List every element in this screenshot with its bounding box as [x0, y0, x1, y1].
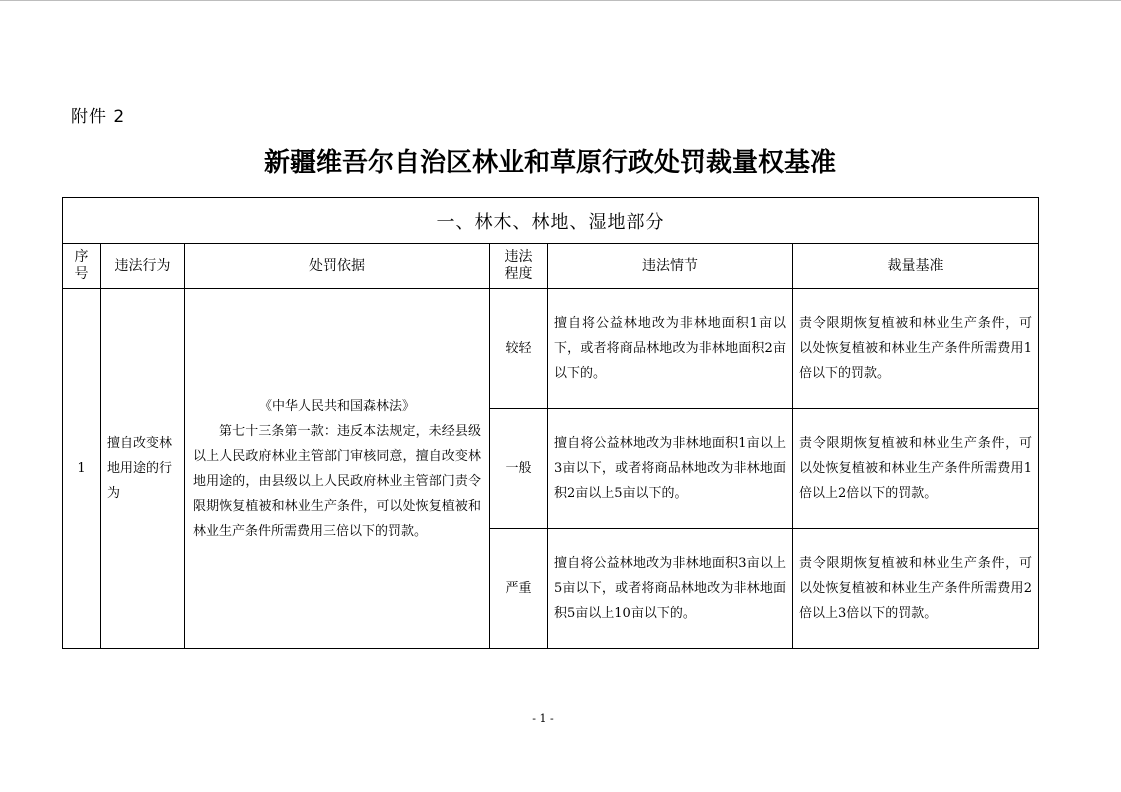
page-number: - 1 -: [532, 712, 554, 725]
header-seq: [63, 244, 101, 289]
standard-general: 责令限期恢复植被和林业生产条件，可以处恢复植被和林业生产条件所需费用1倍以上2倍以下的罚款。: [793, 409, 1039, 529]
row-act: 擅自改变林地用途的行为: [101, 289, 185, 649]
circumstance-light: 擅自将公益林地改为非林地面积1亩以下，或者将商品林地改为非林地面积2亩以下的。: [548, 289, 793, 409]
discretion-table: [62, 197, 1039, 649]
basis-law: 《中华人民共和国森林法》: [258, 398, 415, 414]
level-general: 一般: [490, 409, 548, 529]
circumstance-serious: 擅自将公益林地改为非林地面积3亩以上5亩以下，或者将商品林地改为非林地面积5亩以上10亩以下的。: [548, 529, 793, 649]
level-light: 较轻: [490, 289, 548, 409]
standard-light: 责令限期恢复植被和林业生产条件，可以处恢复植被和林业生产条件所需费用1倍以下的罚款。: [793, 289, 1039, 409]
header-circumstance: 违法情节: [548, 244, 793, 289]
header-act: 违法行为: [101, 244, 185, 289]
standard-serious: 责令限期恢复植被和林业生产条件，可以处恢复植被和林业生产条件所需费用2倍以上3倍以下的罚款。: [793, 529, 1039, 649]
document-title: 新疆维吾尔自治区林业和草原行政处罚裁量权基准: [263, 148, 836, 178]
table-row: [63, 289, 1039, 409]
row-basis: [185, 289, 490, 649]
header-level-text: 违法程度: [504, 249, 533, 282]
header-row: [63, 244, 1039, 289]
header-basis: 处罚依据: [185, 244, 490, 289]
section-row: [63, 198, 1039, 244]
attachment-label: 附件 2: [71, 107, 126, 127]
header-standard: 裁量基准: [793, 244, 1039, 289]
header-seq-text: 序号: [74, 249, 89, 282]
circumstance-general: 擅自将公益林地改为非林地面积1亩以上3亩以下，或者将商品林地改为非林地面积2亩以上5亩以下的。: [548, 409, 793, 529]
header-level: [490, 244, 548, 289]
top-rule: [0, 0, 1121, 1]
section-title: 一、林木、林地、湿地部分: [63, 198, 1039, 244]
basis-article: 第七十三条第一款：违反本法规定，未经县级以上人民政府林业主管部门审核同意，擅自改变林地用途的，由县级以上人民政府林业主管部门责令限期恢复植被和林业生产条件，可以处恢复植被和林业生产条件所需费用三倍以下的罚款。: [193, 423, 481, 539]
row-seq: 1: [63, 289, 101, 649]
level-serious: 严重: [490, 529, 548, 649]
